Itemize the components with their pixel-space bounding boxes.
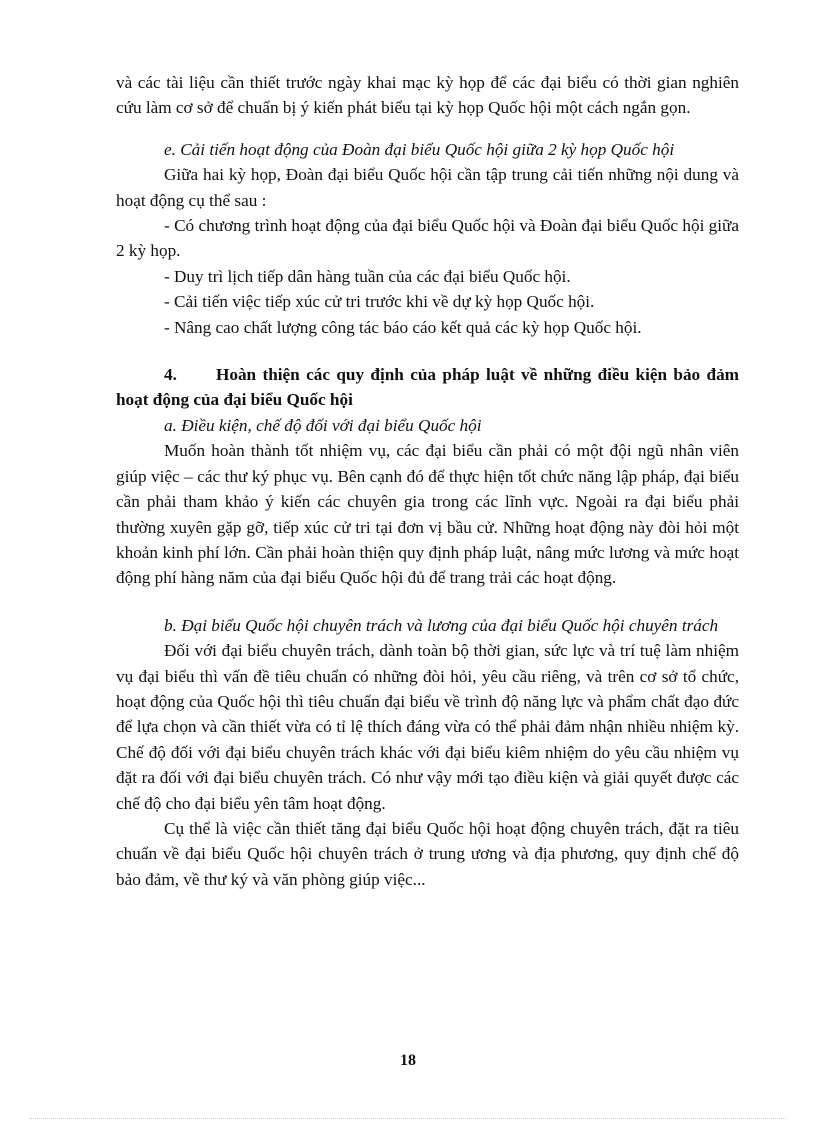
bullet-item: - Nâng cao chất lượng công tác báo cáo kết quả các kỳ họp Quốc hội. <box>164 317 642 337</box>
paragraph-a: Muốn hoàn thành tốt nhiệm vụ, các đại biểu cần phải có một đội ngũ nhân viên giúp việc – các thư ký phục vụ. Bên cạnh đó để thực hiện tốt chức năng lập pháp, đại biểu cần phải tham khảo ý kiến các chuyên gia trong các lĩnh vực. Ngoài ra đại biểu phải thường xuyên gặp gỡ, tiếp xúc cử tri tại đơn vị bầu cử. Những hoạt động này đòi hỏi một khoản kinh phí lớn. Cần phải hoàn thiện quy định pháp luật, nâng mức lương và mức hoạt động phí hàng năm của đại biểu Quốc hội đủ để trang trải các hoạt động. <box>116 441 739 588</box>
subheading-e: e. Cải tiến hoạt động của Đoàn đại biểu Quốc hội giữa 2 kỳ họp Quốc hội <box>164 139 675 159</box>
section-title: Hoàn thiện các quy định của pháp luật về những điều kiện bảo đảm hoạt động của đại biểu Quốc hội <box>116 365 739 410</box>
subheading-a: a. Điều kiện, chế độ đối với đại biểu Quốc hội <box>164 415 482 435</box>
page-number: 18 <box>400 1052 416 1069</box>
document-page <box>116 70 739 892</box>
paragraph-b-2: Cụ thể là việc cần thiết tăng đại biểu Quốc hội hoạt động chuyên trách, đặt ra tiêu chuẩn về đại biểu Quốc hội chuyên trách ở trung ương và địa phương, quy định chế độ bảo đảm, về thư ký và văn phòng giúp việc... <box>116 818 739 889</box>
section-heading-4 <box>116 362 739 413</box>
paragraph-continuation: và các tài liệu cần thiết trước ngày khai mạc kỳ họp để các đại biểu có thời gian nghiên cứu làm cơ sở để chuẩn bị ý kiến phát biểu tại kỳ họp Quốc hội một cách ngắn gọn. <box>116 73 739 118</box>
paragraph-b-1: Đối với đại biểu chuyên trách, dành toàn bộ thời gian, sức lực và trí tuệ làm nhiệm vụ đại biểu thì vấn đề tiêu chuẩn có những đòi hỏi, yêu cầu riêng, và trên cơ sở tổ chức, hoạt động của Quốc hội thì tiêu chuẩn đại biểu về trình độ năng lực và phẩm chất đạo đức để lựa chọn và cần thiết vừa có tỉ lệ thích đáng vừa có thể phải đảm nhận nhiều nhiệm kỳ. Chế độ đối với đại biểu chuyên trách khác với đại biểu kiêm nhiệm do yêu cầu nhiệm vụ đặt ra đối với đại biểu chuyên trách. Có như vậy mới tạo điều kiện và giải quyết được các chế độ cho đại biểu yên tâm hoạt động. <box>116 641 739 813</box>
bullet-item: - Có chương trình hoạt động của đại biểu Quốc hội và Đoàn đại biểu Quốc hội giữa 2 kỳ họp. <box>116 216 739 261</box>
bullet-item: - Cải tiến việc tiếp xúc cử tri trước khi về dự kỳ họp Quốc hội. <box>164 292 595 312</box>
paragraph-intro-e: Giữa hai kỳ họp, Đoàn đại biểu Quốc hội cần tập trung cải tiến những nội dung và hoạt động cụ thể sau : <box>116 165 739 210</box>
bullet-item: - Duy trì lịch tiếp dân hàng tuần của các đại biểu Quốc hội. <box>164 266 571 286</box>
page-border-dots <box>30 1118 786 1119</box>
section-number: 4. <box>164 365 177 385</box>
subheading-b: b. Đại biểu Quốc hội chuyên trách và lương của đại biểu Quốc hội chuyên trách <box>164 615 719 635</box>
